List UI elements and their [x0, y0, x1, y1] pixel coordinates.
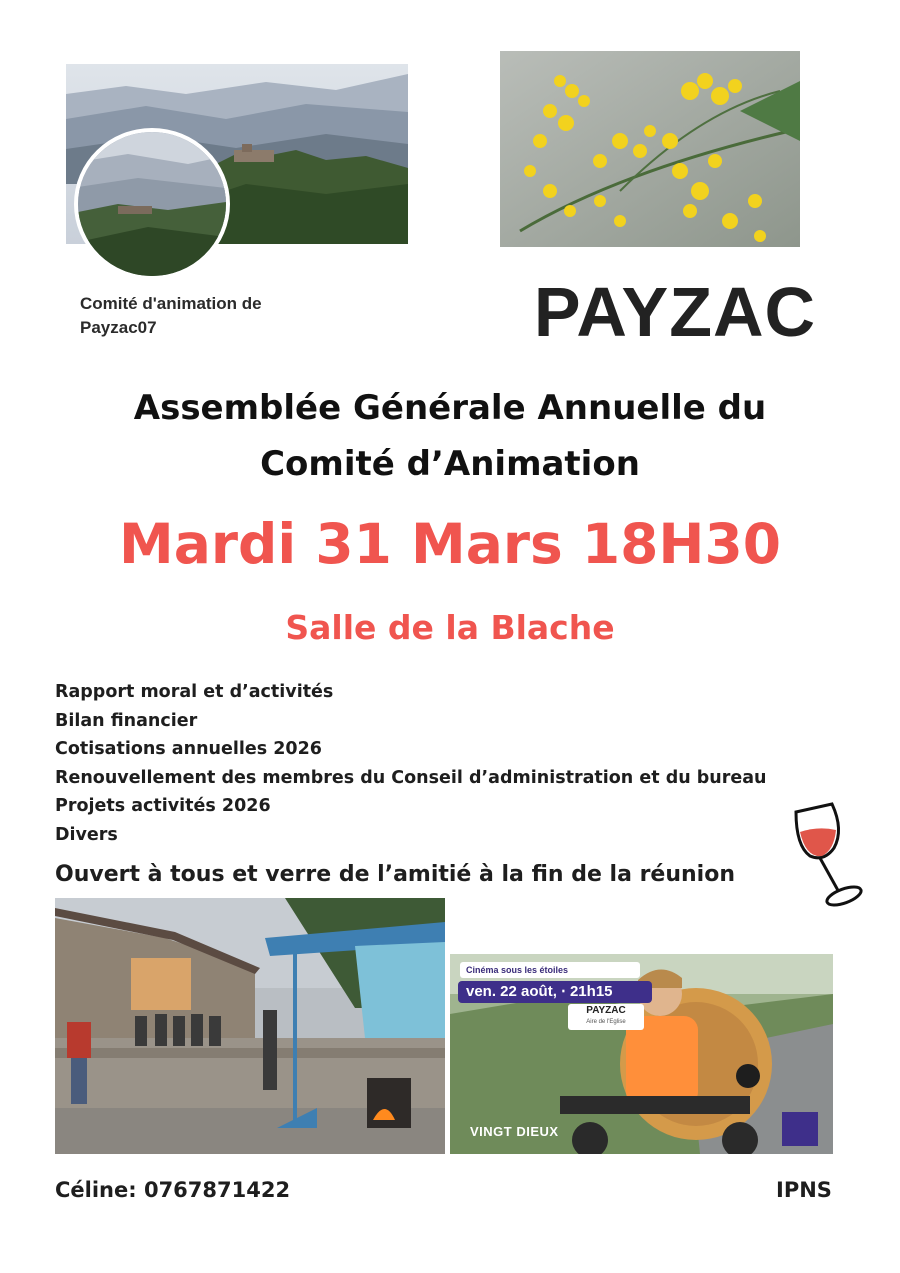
- town-name: PAYZAC: [533, 273, 817, 351]
- title-line-2: Comité d’Animation: [260, 444, 640, 484]
- cinema-poster: [450, 954, 833, 1154]
- cinema-place-name: PAYZAC: [586, 1005, 626, 1016]
- title-line-1: Assemblée Générale Annuelle du: [133, 388, 767, 428]
- agenda-item: Divers: [55, 824, 118, 845]
- cinema-place-sub: Aire de l'Eglise: [586, 1019, 626, 1025]
- open-note: Ouvert à tous et verre de l’amitié à la fin de la réunion: [55, 862, 735, 887]
- event-date: Mardi 31 Mars 18H30: [119, 512, 781, 576]
- agenda-item: Cotisations annuelles 2026: [55, 739, 322, 760]
- cinema-film-title: VINGT DIEUX: [470, 1124, 559, 1139]
- agenda-item: Bilan financier: [55, 710, 198, 731]
- cinema-place: [568, 1004, 644, 1030]
- members-photo: [55, 898, 445, 1154]
- agenda-item: Renouvellement des membres du Conseil d’administration et du bureau: [55, 767, 767, 788]
- mimosa-photo: [500, 51, 800, 247]
- committee-caption: Comité d'animation de Payzac07: [80, 294, 262, 337]
- cinema-logo: [782, 1112, 818, 1146]
- agenda-list: [55, 678, 815, 850]
- contact-phone: Céline: 0767871422: [55, 1178, 291, 1202]
- ipns-label: IPNS: [776, 1178, 832, 1202]
- wine-glass-icon: [788, 800, 868, 910]
- agenda-item: Rapport moral et d’activités: [55, 682, 334, 702]
- cinema-date: ven. 22 août, ⋅ 21h15: [458, 981, 652, 1003]
- assembly-title: [40, 380, 860, 492]
- event-venue: Salle de la Blache: [285, 608, 615, 647]
- agenda-item: Projets activités 2026: [55, 796, 271, 817]
- profile-avatar: [74, 128, 230, 280]
- cinema-banner: Cinéma sous les étoiles: [460, 962, 640, 978]
